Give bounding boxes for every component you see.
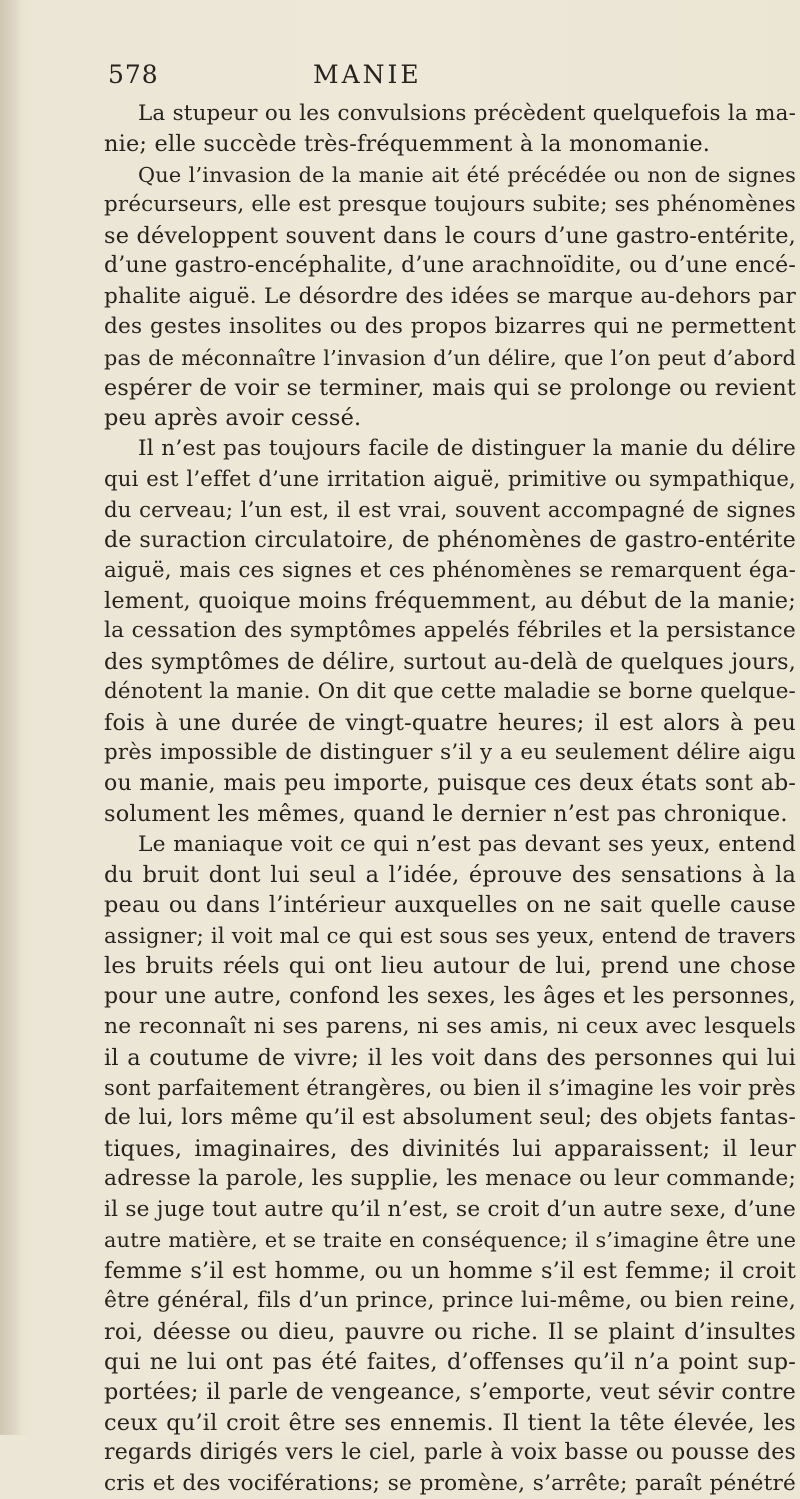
text-line: espérer de voir se terminer, mais qui se prolonge ou revient bbox=[104, 374, 796, 401]
text-line: assigner; il voit mal ce qui est sous ses yeux, entend de travers bbox=[104, 922, 796, 948]
text-line: du bruit dont lui seul a l’idée, éprouve des sensations à la bbox=[104, 861, 796, 888]
text-line: de suraction circulatoire, de phénomènes de gastro-entérite bbox=[104, 527, 796, 554]
text-line: des gestes insolites ou des propos bizarres qui ne permettent bbox=[104, 314, 796, 340]
text-line: les bruits réels qui ont lieu autour de lui, prend une chose bbox=[104, 953, 796, 980]
text-line: cris et des vociférations; se promène, s’arrête; paraît pénétré bbox=[104, 1470, 796, 1496]
text-line: qui ne lui ont pas été faites, d’offenses qu’il n’a point sup- bbox=[104, 1348, 796, 1375]
text-line: dénotent la manie. On dit que cette maladie se borne quelque- bbox=[104, 679, 796, 705]
body-text bbox=[104, 99, 796, 1499]
text-line: peau ou dans l’intérieur auxquelles on ne sait quelle cause bbox=[104, 892, 796, 919]
text-line: Il n’est pas toujours facile de distinguer la manie du délire bbox=[138, 435, 796, 461]
text-line: La stupeur ou les convulsions précèdent quelquefois la ma- bbox=[138, 101, 796, 126]
text-line: femme s’il est homme, ou un homme s’il est femme; il croit bbox=[104, 1257, 796, 1284]
text-line: ne reconnaît ni ses parens, ni ses amis, ni ceux avec lesquels bbox=[104, 1014, 796, 1040]
text-line: tiques, imaginaires, des divinités lui apparaissent; il leur bbox=[104, 1135, 796, 1162]
page-header bbox=[108, 60, 668, 96]
text-line: qui est l’effet d’une irritation aiguë, primitive ou sympathique, bbox=[104, 466, 796, 492]
text-line: fois à une durée de vingt-quatre heures; il est alors à peu bbox=[104, 709, 796, 736]
page-binding-edge bbox=[0, 0, 22, 1435]
running-head: MANIE bbox=[313, 60, 422, 89]
text-line: pour une autre, confond les sexes, les âges et les personnes, bbox=[104, 983, 796, 1009]
text-line: regards dirigés vers le ciel, parle à voix basse ou pousse des bbox=[104, 1440, 796, 1466]
text-line: autre matière, et se traite en conséquence; il s’imagine être une bbox=[104, 1228, 796, 1253]
text-line: du cerveau; l’un est, il est vrai, souvent accompagné de signes bbox=[104, 496, 796, 522]
text-line: lement, quoique moins fréquemment, au début de la manie; bbox=[104, 588, 796, 614]
text-line: Que l’invasion de la manie ait été précédée ou non de signes bbox=[138, 162, 796, 187]
text-line: nie; elle succède très-fréquemment à la monomanie. bbox=[104, 131, 711, 158]
text-line: précurseurs, elle est presque toujours subite; ses phénomènes bbox=[104, 192, 796, 218]
text-line: se développent souvent dans le cours d’une gastro-entérite, bbox=[104, 222, 796, 249]
text-line: ou manie, mais peu importe, puisque ces deux états sont ab- bbox=[104, 770, 796, 796]
text-line: des symptômes de délire, surtout au-delà de quelques jours, bbox=[104, 648, 796, 675]
text-line: peu après avoir cessé. bbox=[104, 405, 362, 432]
text-line: il se juge tout autre qu’il n’est, se croit d’un autre sexe, d’une bbox=[104, 1196, 796, 1222]
text-line: pas de méconnaître l’invasion d’un délire, que l’on peut d’abord bbox=[104, 345, 796, 370]
page-number: 578 bbox=[108, 60, 159, 89]
text-line: de lui, lors même qu’il est absolument seul; des objets fantas- bbox=[104, 1105, 796, 1131]
text-line: adresse la parole, les supplie, les menace ou leur commande; bbox=[104, 1166, 796, 1192]
text-line: solument les mêmes, quand le dernier n’est pas chronique. bbox=[104, 801, 788, 828]
text-line: portées; il parle de vengeance, s’emporte, veut sévir contre bbox=[104, 1379, 796, 1406]
text-line: ceux qu’il croit être ses ennemis. Il tient la tête élevée, les bbox=[104, 1409, 796, 1436]
text-line: aiguë, mais ces signes et ces phénomènes se remarquent éga- bbox=[104, 557, 796, 583]
text-line: près impossible de distinguer s’il y a eu seulement délire aigu bbox=[104, 740, 796, 766]
text-line: roi, déesse ou dieu, pauvre ou riche. Il se plaint d’insultes bbox=[104, 1318, 796, 1345]
text-line: il a coutume de vivre; il les voit dans des personnes qui lui bbox=[104, 1044, 796, 1071]
text-line: Le maniaque voit ce qui n’est pas devant ses yeux, entend bbox=[138, 831, 796, 857]
text-line: d’une gastro-encéphalite, d’une arachnoïdite, ou d’une encé- bbox=[104, 253, 796, 279]
text-line: la cessation des symptômes appelés fébriles et la persistance bbox=[104, 618, 796, 644]
text-line: être général, fils d’un prince, prince lui-même, ou bien reine, bbox=[104, 1288, 796, 1314]
text-line: phalite aiguë. Le désordre des idées se marque au-dehors par bbox=[104, 283, 796, 309]
text-line: sont parfaitement étrangères, ou bien il s’imagine les voir près bbox=[104, 1075, 796, 1100]
